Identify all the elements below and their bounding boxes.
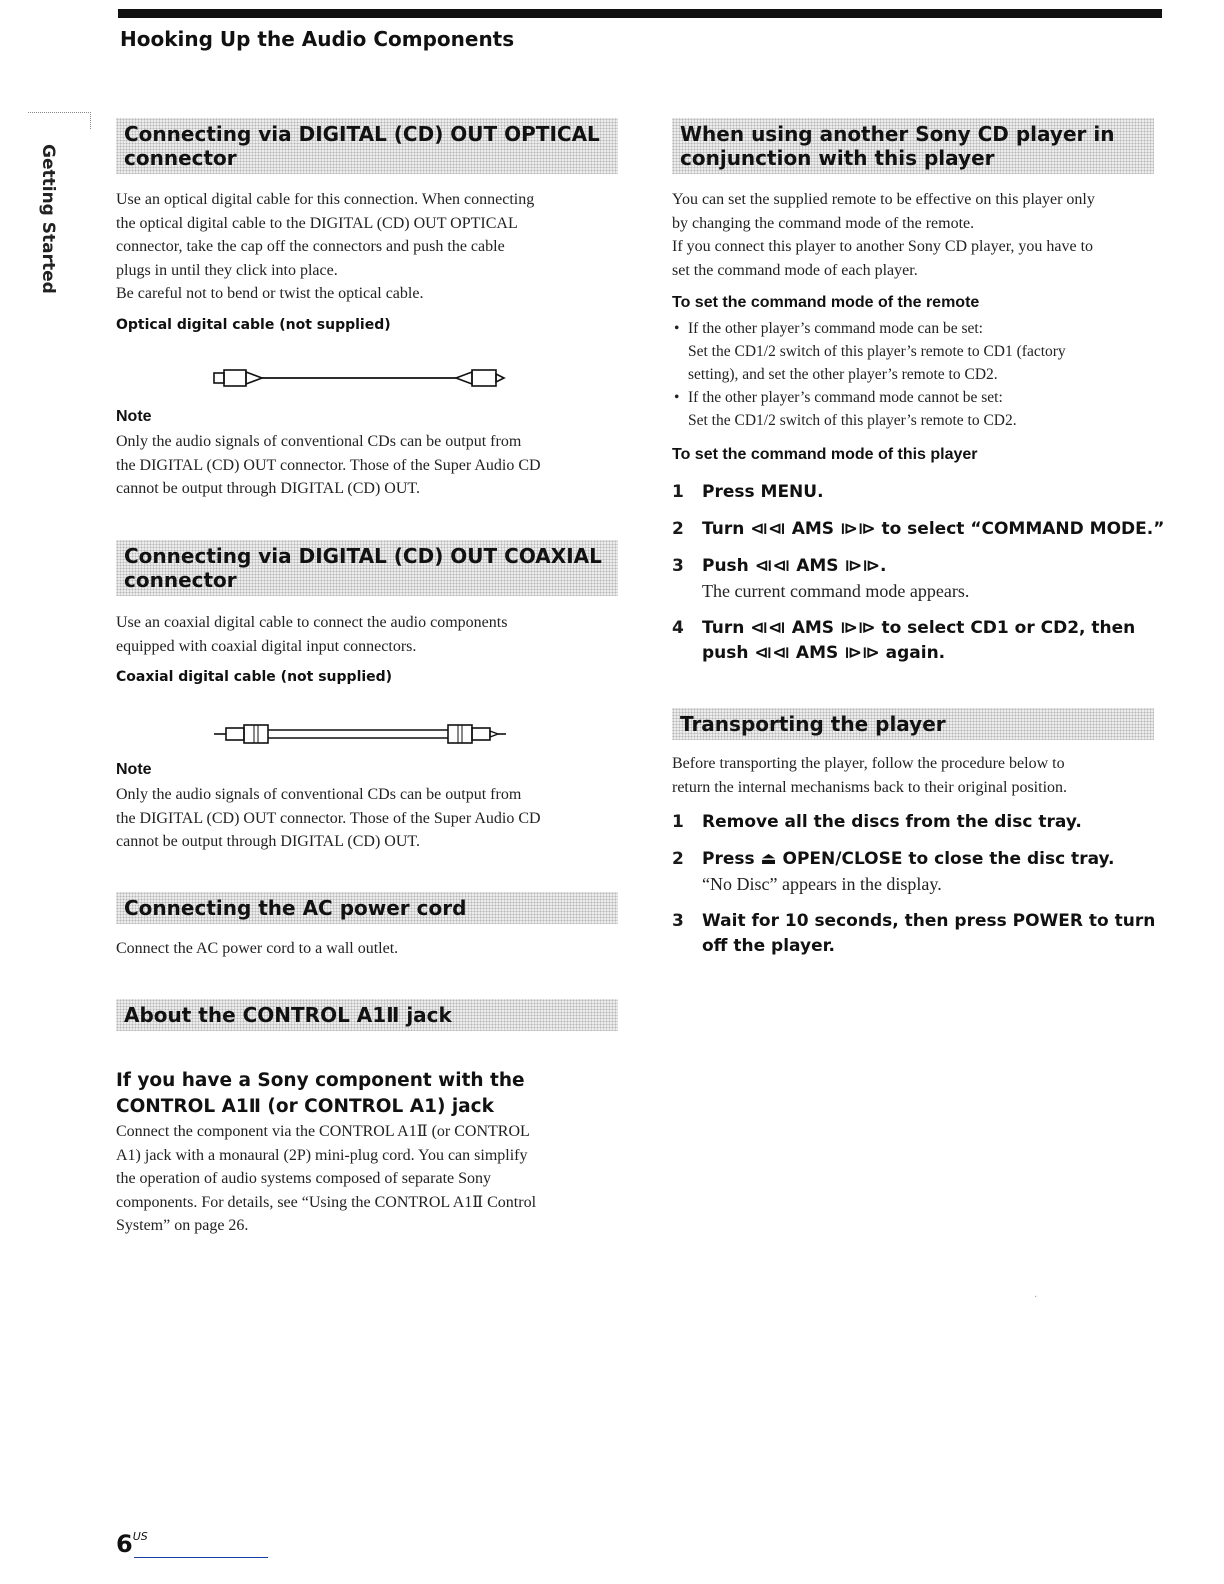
optical-cable-illustration	[212, 366, 512, 392]
transport-body	[672, 752, 1166, 799]
step-item: 2 Press ⏏ OPEN/CLOSE to close the disc tray. “No Disc” appears in the display.	[672, 849, 1115, 894]
step-item: 3 Wait for 10 seconds, then press POWER to turn off the player.	[672, 911, 1156, 956]
control-heading: About the CONTROL A1Ⅱ jack	[116, 999, 618, 1031]
another-player-body	[672, 188, 1166, 282]
coaxial-line: equipped with coaxial digital input connectors.	[116, 637, 417, 655]
step-item: 3 Push ⧏⧏ AMS ⧐⧐. The current command mode appears.	[672, 556, 970, 601]
page-title: Hooking Up the Audio Components	[120, 27, 515, 51]
top-rule	[118, 9, 1162, 18]
remote-mode-heading: To set the command mode of the remote	[672, 294, 980, 311]
scan-speck: ·	[1034, 1292, 1038, 1303]
optical-cable-label: Optical digital cable (not supplied)	[116, 317, 391, 333]
note-line: the DIGITAL (CD) OUT connector. Those of the Super Audio CD	[116, 456, 541, 474]
step-item: 4 Turn ⧏⧏ AMS ⧐⧐ to select CD1 or CD2, then push ⧏⧏ AMS ⧐⧐ again.	[672, 618, 1136, 663]
control-line: A1) jack with a monaural (2P) mini-plug cord. You can simplify	[116, 1146, 528, 1164]
control-line: System” on page 26.	[116, 1217, 249, 1234]
control-line: the operation of audio systems composed of separate Sony	[116, 1170, 492, 1187]
page-number: $6^{US}$	[116, 1530, 148, 1558]
player-mode-heading: To set the command mode of this player	[672, 446, 978, 463]
optical-line: Be careful not to bend or twist the optical cable.	[116, 285, 424, 302]
player-mode-steps	[672, 480, 1166, 666]
another-player-heading: When using another Sony CD player in conjunction with this player	[672, 118, 1154, 174]
transport-heading: Transporting the player	[672, 708, 1154, 740]
note-line: cannot be output through DIGITAL (CD) OUT.	[116, 833, 420, 850]
ac-power-body: Connect the AC power cord to a wall outlet.	[116, 940, 399, 957]
another-player-line: If you connect this player to another Sony CD player, you have to	[672, 238, 1094, 255]
remote-mode-list	[672, 317, 1166, 432]
step-item: 2 Turn ⧏⧏ AMS ⧐⧐ to select “COMMAND MODE.”	[672, 519, 1165, 539]
ac-power-heading: Connecting the AC power cord	[116, 892, 618, 924]
side-bracket	[28, 112, 91, 129]
side-tab	[34, 144, 58, 304]
coaxial-note	[116, 783, 608, 854]
coaxial-cable-illustration	[212, 722, 512, 748]
another-player-line: set the command mode of each player.	[672, 261, 918, 279]
control-subheading: If you have a Sony component with the CONTROL A1Ⅱ (or CONTROL A1) jack	[116, 1070, 525, 1117]
control-line: Connect the component via the CONTROL A1Ⅱ (or CONTROL	[116, 1123, 530, 1140]
optical-note-label: Note	[116, 408, 152, 425]
coaxial-cable-label: Coaxial digital cable (not supplied)	[116, 669, 393, 685]
side-tab-label: Getting Started	[38, 144, 58, 294]
coaxial-note-label: Note	[116, 761, 152, 778]
optical-line: plugs in until they click into place.	[116, 261, 338, 279]
optical-line: connector, take the cap off the connectors and push the cable	[116, 238, 505, 255]
optical-note	[116, 430, 608, 501]
optical-line: Use an optical digital cable for this connection. When connecting	[116, 191, 535, 208]
note-line: cannot be output through DIGITAL (CD) OUT.	[116, 480, 420, 497]
footer-rule	[134, 1557, 268, 1558]
step-item: 1 Remove all the discs from the disc tray.	[672, 812, 1082, 832]
another-player-line: by changing the command mode of the remote.	[672, 214, 975, 232]
note-line: Only the audio signals of conventional CDs can be output from	[116, 433, 522, 450]
coaxial-line: Use an coaxial digital cable to connect the audio components	[116, 614, 508, 631]
note-line: Only the audio signals of conventional CDs can be output from	[116, 786, 522, 803]
optical-line: the optical digital cable to the DIGITAL (CD) OUT OPTICAL	[116, 214, 518, 232]
note-line: the DIGITAL (CD) OUT connector. Those of the Super Audio CD	[116, 809, 541, 827]
coaxial-heading: Connecting via DIGITAL (CD) OUT COAXIAL connector	[116, 540, 618, 596]
list-item: • If the other player’s command mode can be set: Set the CD1/2 switch of this player’s remote to CD1 (factory setting), and set the other player’s remote to CD2.	[672, 317, 1166, 386]
transport-steps	[672, 810, 1166, 959]
step-item: 1 Press MENU.	[672, 482, 824, 502]
coaxial-body	[116, 611, 608, 658]
optical-body	[116, 188, 608, 306]
transport-line: return the internal mechanisms back to their original position.	[672, 778, 1068, 796]
optical-heading: Connecting via DIGITAL (CD) OUT OPTICAL connector	[116, 118, 618, 174]
transport-line: Before transporting the player, follow the procedure below to	[672, 755, 1065, 772]
control-line: components. For details, see “Using the CONTROL A1Ⅱ Control	[116, 1193, 537, 1211]
another-player-line: You can set the supplied remote to be effective on this player only	[672, 191, 1095, 208]
list-item: • If the other player’s command mode cannot be set: Set the CD1/2 switch of this player’s remote to CD2.	[672, 386, 1166, 432]
control-body	[116, 1120, 608, 1238]
